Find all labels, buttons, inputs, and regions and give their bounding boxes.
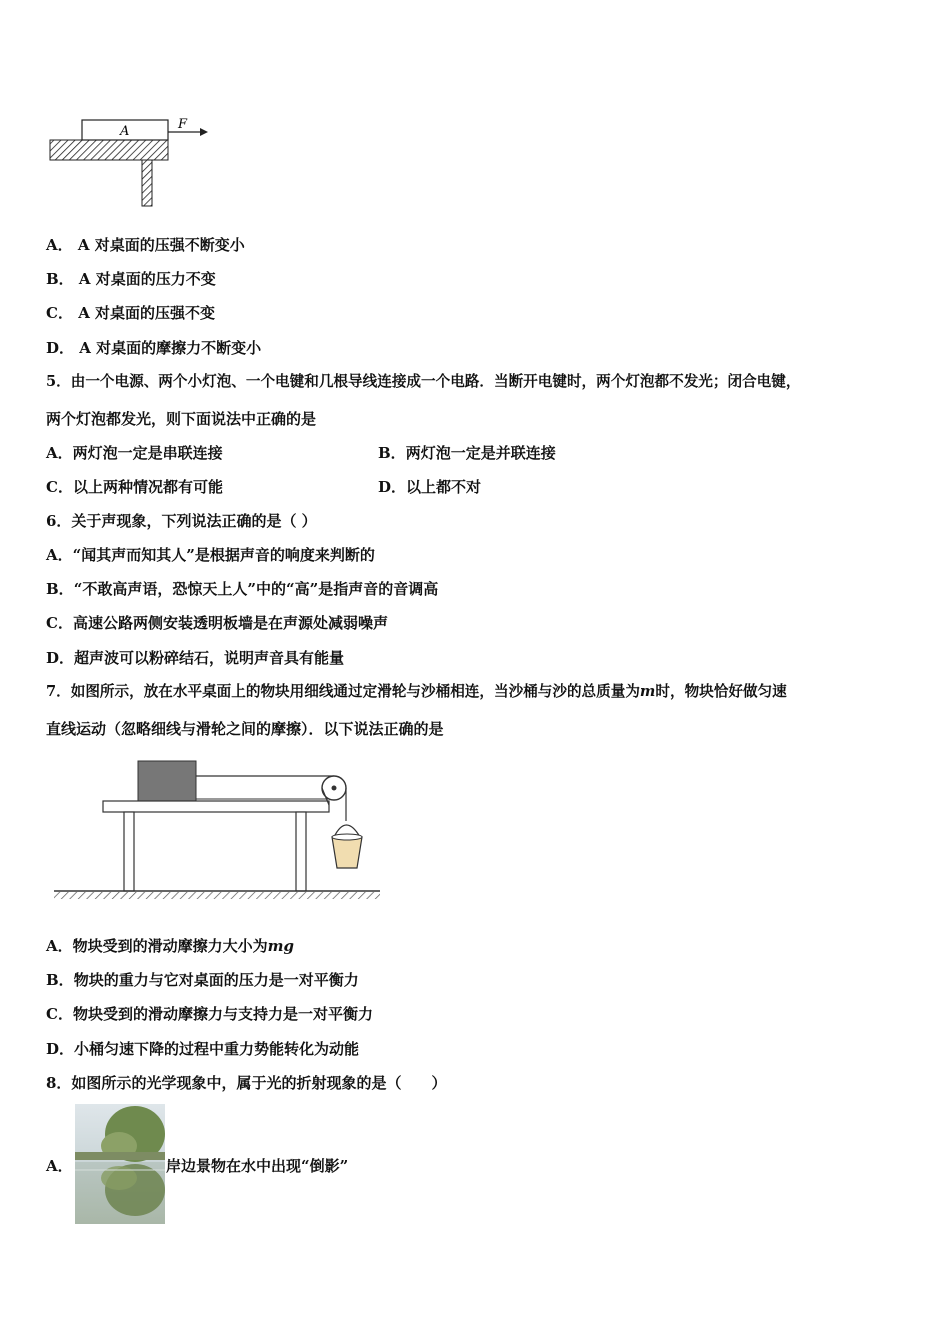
option-letter: D．	[378, 478, 407, 496]
option-letter: A．	[46, 236, 73, 254]
q4-option-b	[46, 269, 216, 289]
q4-table-top	[50, 140, 168, 160]
option-text: A 对桌面的压强不断变小	[77, 236, 245, 254]
option-text: 物块受到的滑动摩擦力大小为	[72, 937, 268, 955]
q4-option-c	[46, 303, 215, 323]
option-text: 物块受到的滑动摩擦力与支持力是一对平衡力	[72, 1005, 373, 1023]
option-text: 物块的重力与它对桌面的压力是一对平衡力	[73, 971, 359, 989]
q5-stem-line1: 5．由一个电源、两个小灯泡、一个电键和几根导线连接成一个电路．当断开电键时，两个灯泡都不发光；闭合电键，	[46, 373, 801, 390]
q6-stem: 6．关于声现象，下列说法正确的是（ ）	[46, 512, 317, 530]
option-letter: B．	[378, 444, 406, 462]
option-letter: A．	[46, 546, 73, 564]
q7-pulley-axle	[332, 786, 337, 791]
option-text: “不敢高声语，恐惊天上人”中的“高”是指声音的音调高	[73, 580, 439, 598]
option-text: 以上都不对	[406, 478, 482, 496]
q8-option-a	[46, 1156, 73, 1176]
q6-option-c	[46, 613, 388, 633]
q7-table-leg-right	[296, 812, 306, 891]
option-text: 超声波可以粉碎结石，说明声音具有能量	[74, 649, 345, 667]
option-text: A 对桌面的摩擦力不断变小	[79, 339, 262, 357]
q5-option-c	[46, 477, 223, 497]
q7-stem-line1	[46, 682, 787, 702]
option-letter: D．	[46, 649, 75, 667]
q7-stem-line2: 直线运动（忽略细线与滑轮之间的摩擦）．以下说法正确的是	[46, 720, 444, 738]
option-text: 以上两种情况都有可能	[72, 478, 223, 496]
q4-arrowhead-icon	[200, 128, 208, 136]
q4-block-label: A	[120, 124, 130, 139]
option-letter: B．	[46, 270, 74, 288]
q7-stem-part: 时，物块恰好做匀速	[655, 683, 787, 700]
q7-bucket	[332, 837, 362, 868]
option-letter: C．	[46, 1005, 73, 1023]
option-letter: C．	[46, 614, 73, 632]
q6-option-d	[46, 648, 344, 668]
option-letter: A．	[46, 1157, 73, 1175]
q7-option-a	[46, 936, 294, 956]
option-letter: C．	[46, 304, 73, 322]
q4-option-d	[46, 338, 261, 358]
q6-option-a	[46, 545, 375, 565]
q7-bucket-rim	[332, 834, 362, 840]
q4-force-label: F	[178, 117, 188, 132]
q7-option-c	[46, 1004, 373, 1024]
q8-option-a-text: 岸边景物在水中出现“倒影”	[166, 1157, 349, 1175]
option-text: A 对桌面的压强不变	[78, 304, 216, 322]
q4-table-leg	[142, 160, 152, 206]
q7-mass-symbol: m	[639, 683, 656, 700]
q4-figure	[46, 112, 216, 212]
option-text: “闻其声而知其人”是根据声音的响度来判断的	[72, 546, 375, 564]
q5-stem-line2: 两个灯泡都发光，则下面说法中正确的是	[46, 410, 317, 428]
option-letter: A．	[46, 937, 73, 955]
q8-photo-reflection	[75, 1104, 165, 1224]
option-letter: C．	[46, 478, 73, 496]
option-letter: B．	[46, 580, 74, 598]
q7-ground-hatch	[54, 892, 380, 899]
q6-option-b	[46, 579, 438, 599]
q7-table-top	[103, 801, 329, 812]
q4-option-a	[46, 235, 245, 255]
option-text: 小桶匀速下降的过程中重力势能转化为动能	[74, 1040, 360, 1058]
q7-table-leg-left	[124, 812, 134, 891]
q7-stem-part: 7．如图所示，放在水平桌面上的物块用细线通过定滑轮与沙桶相连，当沙桶与沙的总质量为	[46, 683, 640, 700]
option-letter: D．	[46, 1040, 75, 1058]
q7-figure	[52, 755, 387, 905]
option-letter: D．	[46, 339, 75, 357]
option-letter: B．	[46, 971, 74, 989]
q7-mg-symbol: mg	[267, 937, 295, 955]
q7-block	[138, 761, 196, 801]
q5-option-b	[378, 443, 556, 463]
option-text: 两灯泡一定是串联连接	[72, 444, 223, 462]
q5-option-a	[46, 443, 223, 463]
option-letter: A．	[46, 444, 73, 462]
q7-option-b	[46, 970, 359, 990]
q5-option-d	[378, 477, 481, 497]
option-text: A 对桌面的压力不变	[78, 270, 216, 288]
q8-stem: 8．如图所示的光学现象中，属于光的折射现象的是（ ）	[46, 1074, 447, 1092]
option-text: 两灯泡一定是并联连接	[405, 444, 556, 462]
option-text: 高速公路两侧安装透明板墙是在声源处减弱噪声	[72, 614, 388, 632]
q7-option-d	[46, 1039, 359, 1059]
